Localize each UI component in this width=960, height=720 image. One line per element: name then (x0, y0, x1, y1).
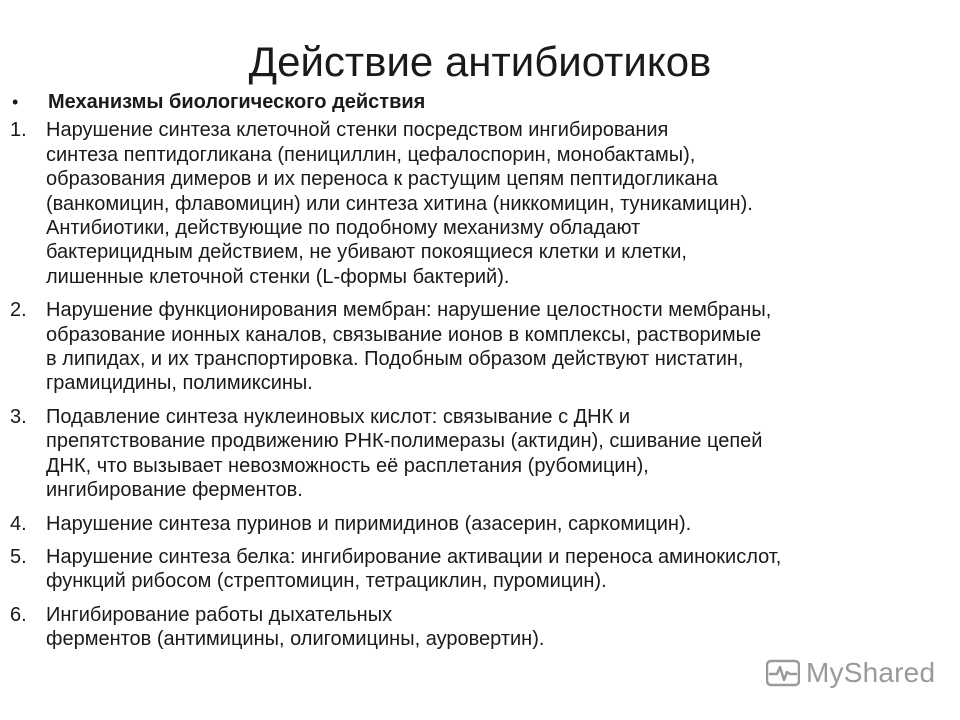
item-line: лишенные клеточной стенки (L-формы бактерий). (46, 265, 510, 288)
item-text (46, 298, 950, 396)
item-line: функций рибосом (стрептомицин, тетрациклин, пуромицин). (46, 570, 607, 593)
pulse-logo-icon (766, 658, 800, 688)
item-text (46, 545, 950, 594)
item-line: в липидах, и их транспортировка. Подобным образом действуют нистатин, (46, 348, 744, 371)
slide-title: Действие антибиотиков (248, 38, 712, 85)
item-text (46, 512, 950, 536)
item-line: образование ионных каналов, связывание ионов в комплексы, растворимые (46, 323, 762, 346)
item-line: грамицидины, полимиксины. (46, 372, 313, 395)
item-line: ДНК, что вызывает невозможность её расплетания (рубомицин), (46, 454, 649, 477)
item-number: 5. (10, 545, 27, 568)
item-number: 6. (10, 603, 27, 626)
list-item-6 (10, 603, 950, 652)
slide-content (10, 90, 950, 661)
item-number: 1. (10, 119, 27, 142)
item-line: препятствование продвижению РНК-полимеразы (актидин), сшивание цепей (46, 430, 763, 453)
list-item-3 (10, 405, 950, 503)
item-number: 4. (10, 512, 27, 535)
item-number: 3. (10, 405, 27, 428)
item-line: Нарушение синтеза клеточной стенки посредством ингибирования (46, 119, 669, 142)
item-line: Антибиотики, действующие по подобному механизму обладают (46, 217, 641, 240)
bullet-marker: • (12, 92, 19, 112)
list-item-4 (10, 512, 950, 536)
item-line: бактерицидным действием, не убивают покоящиеся клетки и клетки, (46, 241, 687, 264)
item-text (46, 405, 950, 503)
list-item-2 (10, 298, 950, 396)
item-line: Ингибирование работы дыхательных (46, 603, 393, 626)
myshared-watermark (766, 656, 935, 690)
item-text (46, 118, 950, 289)
item-line: Нарушение синтеза белка: ингибирование активации и переноса аминокислот, (46, 545, 782, 568)
item-line: Подавление синтеза нуклеиновых кислот: связывание с ДНК и (46, 405, 630, 428)
item-number: 2. (10, 299, 27, 322)
item-line: образования димеров и их переноса к растущим цепям пептидогликана (46, 168, 718, 191)
item-line: Нарушение функционирования мембран: нарушение целостности мембраны, (46, 299, 772, 322)
item-line: синтеза пептидогликана (пенициллин, цефалоспорин, монобактамы), (46, 143, 696, 166)
watermark-name: MyShared (806, 657, 936, 688)
heading-row (10, 90, 950, 114)
item-line: ферментов (антимицины, олигомицины, ауровертин). (46, 628, 545, 651)
section-heading: Механизмы биологического действия (48, 91, 426, 113)
item-line: (ванкомицин, флавомицин) или синтеза хитина (никкомицин, туникамицин). (46, 192, 753, 215)
item-line: Нарушение синтеза пуринов и пиримидинов (азасерин, саркомицин). (46, 512, 692, 535)
item-text (46, 603, 950, 652)
list-item-1 (10, 118, 950, 289)
list-item-5 (10, 545, 950, 594)
item-line: ингибирование ферментов. (46, 479, 303, 502)
